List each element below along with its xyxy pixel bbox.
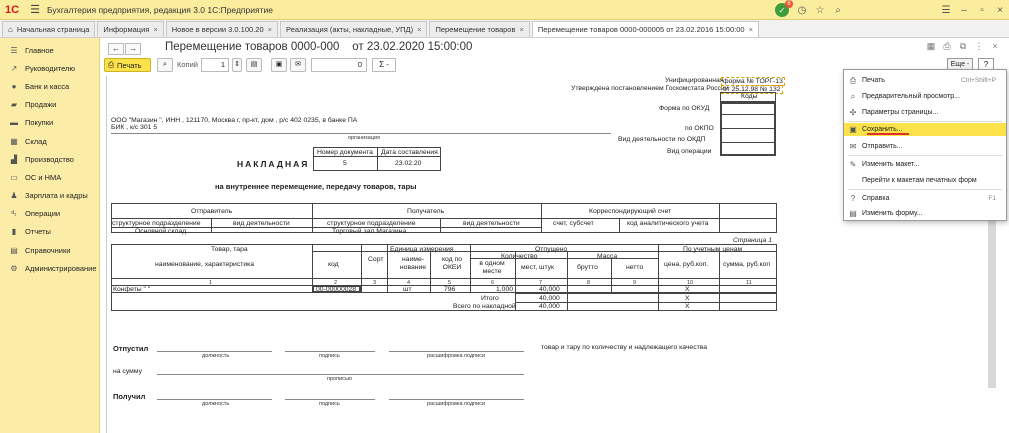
- close-icon[interactable]: ×: [992, 41, 998, 51]
- menu-item-edit-layout[interactable]: ✎ Изменить макет...: [844, 158, 1006, 171]
- bar-chart-icon: ▮: [11, 227, 17, 237]
- tab-transfer-doc[interactable]: Перемещение товаров 0000-000005 от 23.02.2016 15:00:00 ×: [532, 21, 759, 37]
- copies-stepper[interactable]: ⇕: [232, 58, 242, 72]
- sidebar-item-operations[interactable]: ᵈₜ Операции: [0, 205, 99, 223]
- page-settings-button[interactable]: ▤: [246, 58, 262, 72]
- print-icon: ⎙: [849, 75, 857, 85]
- menu-item-page-settings[interactable]: ✣ Параметры страницы...: [844, 106, 1006, 119]
- doc-heading: НАКЛАДНАЯ: [237, 159, 310, 169]
- preview-icon: ⌕: [850, 91, 856, 101]
- sidebar-item-purchases[interactable]: ▬ Покупки: [0, 114, 99, 132]
- doc-subheading: на внутреннее перемещение, передачу товаров, тары: [215, 182, 417, 191]
- on-sum-label: на сумму: [113, 368, 142, 375]
- person-icon: ♟: [10, 191, 18, 201]
- okdp-label: Вид деятельности по ОКДП: [618, 136, 706, 143]
- close-icon[interactable]: ×: [997, 4, 1003, 16]
- received-by-label: Получил: [113, 392, 146, 401]
- settings-menu-icon[interactable]: ☰: [941, 4, 951, 16]
- page-title: Перемещение товаров 0000-000 от 23.02.2020 15:00:00: [165, 41, 473, 53]
- save-button[interactable]: ▣: [271, 58, 287, 72]
- doc-number: 5: [343, 160, 347, 167]
- unified-label: Унифицированная: [665, 77, 724, 84]
- menu-item-send[interactable]: ✉ Отправить...: [844, 140, 1006, 153]
- row-places: 40,000: [539, 286, 560, 293]
- minimize-icon[interactable]: –: [961, 4, 967, 16]
- preview-button[interactable]: ⌕: [157, 58, 173, 72]
- attach-icon[interactable]: ⧉: [959, 41, 967, 51]
- notifications-icon[interactable]: ✓ 6: [775, 3, 789, 17]
- table-row: Конфеты " ": [113, 286, 151, 293]
- tab-info[interactable]: Информация ×: [97, 21, 163, 37]
- doc-date: 23.02.20: [395, 160, 422, 167]
- dtkt-icon: ᵈₜ: [11, 209, 17, 219]
- close-tab-icon[interactable]: ×: [417, 25, 422, 34]
- send-button[interactable]: ✉: [290, 58, 306, 72]
- gear-icon: ⚙: [10, 263, 18, 273]
- sidebar-item-payroll[interactable]: ♟ Зарплата и кадры: [0, 187, 99, 205]
- tab-home[interactable]: ⌂ Начальная страница: [2, 21, 95, 37]
- sidebar-item-warehouse[interactable]: ▦ Склад: [0, 132, 99, 150]
- tab-transfers[interactable]: Перемещение товаров ×: [429, 21, 529, 37]
- history-icon[interactable]: ◷: [797, 4, 807, 16]
- main-menu-icon[interactable]: ☰: [30, 4, 40, 16]
- print-icon: ⎙: [108, 60, 114, 69]
- row-okei: 796: [444, 286, 456, 293]
- sum-field[interactable]: 0: [311, 58, 367, 72]
- goods-quality-text: товар и тару по количеству и надлежащего качества: [541, 344, 708, 351]
- bag-icon: ▰: [10, 100, 18, 110]
- app-title: Бухгалтерия предприятия, редакция 3.0 1С:Предприятие: [47, 4, 273, 15]
- grand-total-value: 40,000: [539, 303, 560, 310]
- favorites-icon[interactable]: ☆: [815, 4, 825, 16]
- sidebar-item-manager[interactable]: ↗ Руководителю: [0, 59, 99, 77]
- print-form-sheet: Унифицированная форма № ТОРГ-13 Утверждена постановлением Госкомстата России от 25.12.98 № 132 Коды Форма по ОКУД по ОКПО Вид деятельности по ОКДП Вид операции ООО "Магазин ", ИНН , 121170, Москва г, пр-кт, дом , р/с 402 0235, в банке ПА БИК , к/с 301 5 организация Номер документа Дата составления 5 23.02.20 НАКЛАДНАЯ на внутреннее перемещение, передачу товаров, тары Отправитель Получатель Корреспондирующий счет структурное подразделение вид деятельности структурное подразделение вид деятельности счет, субсчет код аналитического учета Основной склад Торговый зал Магазина Страница 1 Товар, тара наименование, характеристика код Сорт Единица измерения наиме-нование код по ОКЕИ Отпущено Количество в одном месте мест, штук Масса брутто нетто По учетным ценам цена, руб.коп. сумма, руб.коп 1 2 3 4 5 6 7 8 9 10 11 Конфеты " " 00-00000028 шт 796 1,000 40,000 X Итого 40,000 X Всего по накладной 40,000 X Отпустил должность подпись расшифровка подписи товар и тару по количеству и надлежащего качества на сумму прописью Получил должность подпись расшифровка подписи: [106, 76, 991, 433]
- close-tab-icon[interactable]: ×: [748, 25, 753, 34]
- coin-icon: ●: [11, 81, 17, 91]
- more-dropdown-menu: [843, 69, 1007, 221]
- okud-label: Форма по ОКУД: [659, 105, 710, 112]
- close-tab-icon[interactable]: ×: [519, 25, 524, 34]
- sidebar: [0, 38, 100, 433]
- form-number: форма № ТОРГ-13: [723, 78, 783, 85]
- total-label: Итого: [481, 295, 499, 302]
- sidebar-item-catalogs[interactable]: ▤ Справочники: [0, 241, 99, 259]
- tab-whats-new[interactable]: Новое в версии 3.0.100.20 ×: [166, 21, 278, 37]
- okpo-label: по ОКПО: [685, 125, 714, 132]
- organization-bank: БИК , к/с 301 5: [111, 124, 158, 131]
- app-logo: 1С: [5, 3, 20, 16]
- sender-value: Основной склад: [135, 228, 187, 235]
- print-icon[interactable]: ⎙: [943, 41, 951, 51]
- optype-label: Вид операции: [667, 148, 712, 155]
- sidebar-item-reports[interactable]: ▮ Отчеты: [0, 223, 99, 241]
- menu-item-help[interactable]: ? Справка F1: [844, 192, 1006, 205]
- grand-total-label: Всего по накладной: [453, 303, 516, 310]
- row-unit: шт: [403, 286, 412, 293]
- copies-input[interactable]: 1: [201, 58, 229, 72]
- send-icon: ✉: [849, 142, 857, 151]
- restore-icon[interactable]: ▫: [980, 4, 984, 16]
- book-icon: ▤: [10, 245, 18, 255]
- print-button[interactable]: ⎙ Печать: [104, 58, 151, 72]
- more-button[interactable]: Еще -: [947, 58, 973, 72]
- help-icon: ?: [850, 194, 856, 203]
- truck-icon: ▭: [10, 172, 18, 182]
- calculator-icon[interactable]: ▦: [926, 41, 936, 51]
- sidebar-item-main[interactable]: ☰ Главное: [0, 41, 99, 59]
- close-tab-icon[interactable]: ×: [267, 25, 273, 34]
- sidebar-item-bank[interactable]: ● Банк и касса: [0, 77, 99, 95]
- sidebar-item-sales[interactable]: ▰ Продажи: [0, 96, 99, 114]
- menu-item-print[interactable]: ⎙ Печать Ctrl+Shift+P: [844, 74, 1006, 87]
- sidebar-item-production[interactable]: ▟ Производство: [0, 150, 99, 168]
- page-number: Страница 1: [733, 237, 772, 244]
- row-qty: 1,000: [496, 286, 514, 293]
- forward-button[interactable]: →: [125, 43, 141, 55]
- menu-item-save[interactable]: ▣ Сохранить...: [844, 123, 1006, 136]
- warehouse-icon: ▦: [10, 136, 18, 146]
- cart-icon: ▬: [10, 118, 18, 128]
- sum-button[interactable]: Σ -: [372, 58, 396, 72]
- edit-form-icon: ▤: [849, 209, 857, 218]
- row-code: 00-00000028: [316, 286, 357, 293]
- tab-bar: [0, 20, 1009, 38]
- edit-layout-icon: ✎: [849, 160, 857, 169]
- receiver-value: Торговый зал Магазина: [332, 228, 407, 235]
- help-button[interactable]: ?: [978, 58, 994, 72]
- sidebar-item-assets[interactable]: ▭ ОС и НМА: [0, 168, 99, 186]
- home-icon: ⌂: [8, 25, 13, 34]
- back-button[interactable]: ←: [108, 43, 124, 55]
- trend-icon: ↗: [10, 63, 18, 73]
- factory-icon: ▟: [10, 154, 18, 164]
- copies-label: Копий: [177, 60, 198, 69]
- highlight-underline: [867, 133, 909, 135]
- close-tab-icon[interactable]: ×: [153, 25, 158, 34]
- menu-icon: ☰: [10, 45, 18, 55]
- menu-item-goto-layouts[interactable]: Перейти к макетам печатных форм: [862, 177, 977, 184]
- menu-item-edit-form[interactable]: ▤ Изменить форму...: [844, 207, 1006, 220]
- approved-date: от 25.12.98 № 132: [723, 86, 781, 93]
- save-icon: ▣: [849, 125, 857, 134]
- menu-item-preview[interactable]: ⌕ Предварительный просмотр...: [844, 90, 1006, 103]
- released-by-label: Отпустил: [113, 344, 149, 353]
- page-settings-icon: ✣: [849, 108, 857, 117]
- codes-box: [720, 102, 776, 156]
- tab-sales[interactable]: Реализация (акты, накладные, УПД) ×: [280, 21, 427, 37]
- more-icon[interactable]: ⋮: [974, 41, 984, 51]
- sidebar-item-admin[interactable]: ⚙ Администрирование: [0, 259, 99, 277]
- total-value: 40,000: [539, 295, 560, 302]
- approved-label: Утверждена постановлением Госкомстата России: [571, 85, 729, 92]
- organization-text: ООО "Магазин ", ИНН , 121170, Москва г, пр-кт, дом , р/с 402 0235, в банке ПА: [111, 117, 358, 124]
- title-bar: [0, 0, 1009, 20]
- search-icon[interactable]: ⌕: [835, 4, 841, 16]
